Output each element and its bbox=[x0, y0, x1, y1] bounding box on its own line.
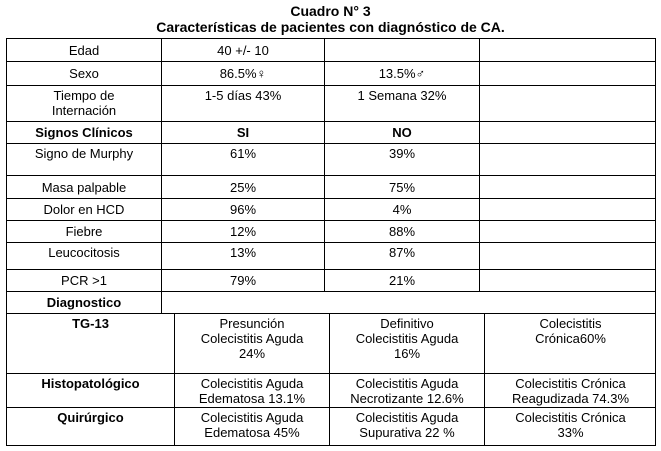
cell-internacion-short: 1-5 días 43% bbox=[161, 85, 324, 121]
cell-leucocitosis-no: 87% bbox=[324, 242, 479, 269]
cell-quirurgico-cronica bbox=[484, 407, 656, 446]
cell-murphy-col3 bbox=[479, 143, 656, 175]
cell-tg13-definitivo bbox=[329, 313, 484, 373]
cell-tg13-definitivo-line2: Colecistitis Aguda bbox=[355, 331, 459, 346]
cell-tg13-presuncion-line3: 24% bbox=[238, 346, 266, 361]
header-no: NO bbox=[324, 121, 479, 143]
row-label-quirurgico: Quirúrgico bbox=[6, 407, 174, 446]
row-label-leucocitosis: Leucocitosis bbox=[6, 242, 161, 269]
cell-internacion-col3 bbox=[479, 85, 656, 121]
cell-internacion-week: 1 Semana 32% bbox=[324, 85, 479, 121]
row-label-histopatologico: Histopatológico bbox=[6, 373, 174, 407]
cell-masa-no: 75% bbox=[324, 175, 479, 198]
cell-pcr-si: 79% bbox=[161, 269, 324, 291]
cell-histo-edematosa-line2: Edematosa 13.1% bbox=[198, 391, 306, 406]
cell-histo-necrotizante-line1: Colecistitis Aguda bbox=[355, 376, 459, 391]
cell-quirurgico-supurativa-line1: Colecistitis Aguda bbox=[355, 410, 459, 425]
cell-tg13-definitivo-line3: 16% bbox=[393, 346, 421, 361]
row-label-tg13: TG-13 bbox=[6, 313, 174, 373]
cell-edad-col3 bbox=[479, 38, 656, 61]
cell-sexo-female: 86.5%♀ bbox=[161, 61, 324, 85]
cell-tg13-presuncion bbox=[174, 313, 329, 373]
cell-masa-col3 bbox=[479, 175, 656, 198]
cell-histo-reagudizada-line1: Colecistitis Crónica bbox=[515, 376, 626, 391]
cell-masa-si: 25% bbox=[161, 175, 324, 198]
row-label-edad: Edad bbox=[6, 38, 161, 61]
cell-sexo-col3 bbox=[479, 61, 656, 85]
cell-pcr-no: 21% bbox=[324, 269, 479, 291]
cell-quirurgico-edematosa-line2: Edematosa 45% bbox=[204, 425, 300, 440]
cell-quirurgico-edematosa bbox=[174, 407, 329, 446]
cell-tg13-presuncion-line1: Presunción bbox=[219, 316, 285, 331]
cell-tg13-cronica-line1: Colecistitis bbox=[539, 316, 602, 331]
cell-quirurgico-edematosa-line1: Colecistitis Aguda bbox=[200, 410, 304, 425]
cell-histo-necrotizante-line2: Necrotizante 12.6% bbox=[350, 391, 464, 406]
cell-quirurgico-cronica-line1: Colecistitis Crónica bbox=[515, 410, 626, 425]
cell-tg13-cronica-line2: Crónica60% bbox=[535, 331, 606, 346]
row-label-internacion bbox=[6, 85, 161, 121]
cell-murphy-si: 61% bbox=[161, 143, 324, 175]
row-label-signos-clinicos: Signos Clínicos bbox=[6, 121, 161, 143]
cell-quirurgico-supurativa-line2: Supurativa 22 % bbox=[359, 425, 455, 440]
header-si: SI bbox=[161, 121, 324, 143]
row-label-internacion-line1: Tiempo de bbox=[53, 88, 115, 103]
cell-fiebre-si: 12% bbox=[161, 220, 324, 242]
cell-histo-edematosa bbox=[174, 373, 329, 407]
cell-histo-necrotizante bbox=[329, 373, 484, 407]
cell-dolor-col3 bbox=[479, 198, 656, 220]
row-label-diagnostico: Diagnostico bbox=[6, 291, 161, 313]
cell-murphy-no: 39% bbox=[324, 143, 479, 175]
row-label-murphy: Signo de Murphy bbox=[6, 143, 161, 175]
cell-dolor-si: 96% bbox=[161, 198, 324, 220]
cell-quirurgico-cronica-line2: 33% bbox=[557, 425, 584, 440]
patient-characteristics-table bbox=[6, 38, 656, 446]
cell-edad-value: 40 +/- 10 bbox=[161, 38, 324, 61]
row-label-sexo: Sexo bbox=[6, 61, 161, 85]
table-caption-number: Cuadro N° 3 bbox=[290, 3, 371, 19]
cell-diagnostico-span bbox=[161, 291, 656, 313]
cell-edad-col2 bbox=[324, 38, 479, 61]
row-label-masa: Masa palpable bbox=[6, 175, 161, 198]
cell-leucocitosis-col3 bbox=[479, 242, 656, 269]
row-label-internacion-line2: Internación bbox=[51, 103, 117, 118]
table-caption-title: Características de pacientes con diagnóstico de CA. bbox=[156, 19, 505, 35]
cell-tg13-presuncion-line2: Colecistitis Aguda bbox=[200, 331, 304, 346]
cell-histo-reagudizada-line2: Reagudizada 74.3% bbox=[511, 391, 630, 406]
cell-histo-edematosa-line1: Colecistitis Aguda bbox=[200, 376, 304, 391]
cell-quirurgico-supurativa bbox=[329, 407, 484, 446]
cell-sexo-male: 13.5%♂ bbox=[324, 61, 479, 85]
cell-pcr-col3 bbox=[479, 269, 656, 291]
cell-dolor-no: 4% bbox=[324, 198, 479, 220]
cell-leucocitosis-si: 13% bbox=[161, 242, 324, 269]
cell-histo-reagudizada bbox=[484, 373, 656, 407]
cell-tg13-definitivo-line1: Definitivo bbox=[380, 316, 434, 331]
row-label-pcr: PCR >1 bbox=[6, 269, 161, 291]
cell-fiebre-col3 bbox=[479, 220, 656, 242]
row-label-fiebre: Fiebre bbox=[6, 220, 161, 242]
cell-fiebre-no: 88% bbox=[324, 220, 479, 242]
cell-signos-col3 bbox=[479, 121, 656, 143]
cell-tg13-cronica bbox=[484, 313, 656, 373]
row-label-dolor: Dolor en HCD bbox=[6, 198, 161, 220]
